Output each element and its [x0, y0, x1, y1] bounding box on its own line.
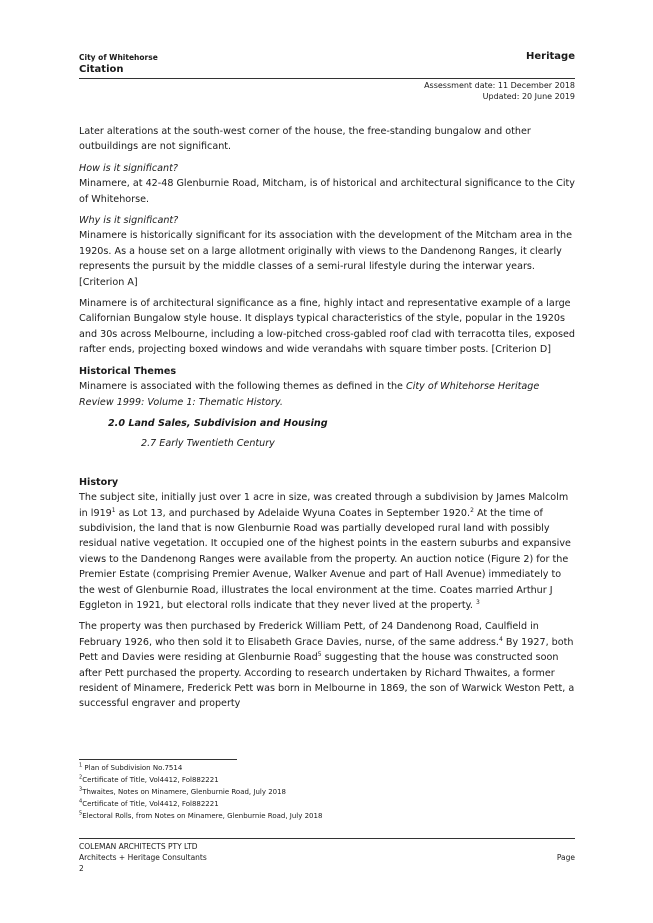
- footnote-ref[interactable]: 2: [470, 506, 474, 514]
- footnote: [79, 811, 322, 823]
- footnote: [79, 787, 322, 799]
- themes-reference: City of Whitehorse Heritage Review 1999: Volume 1: Thematic History.: [79, 381, 540, 408]
- document-type: Citation: [79, 64, 124, 75]
- footnote-divider: [79, 759, 237, 760]
- themes-heading: Historical Themes: [79, 365, 177, 377]
- history-paragraph-1: [79, 490, 575, 613]
- footnote-ref[interactable]: 1: [111, 506, 116, 514]
- assessment-date: Assessment date: 11 December 2018: [424, 81, 575, 90]
- company-tagline: Architects + Heritage Consultants: [79, 853, 207, 862]
- org-name: City of Whitehorse: [79, 53, 158, 62]
- footnote-number: 2: [79, 774, 83, 781]
- intro-paragraph: Later alterations at the south-west corner of the house, the free-standing bungalow and other outbuildings are not significant.: [79, 126, 531, 153]
- footnote-text: Thwaites, Notes on Minamere, Glenburnie Road, July 2018: [82, 787, 287, 796]
- history-text: suggesting that the house was constructed soon after Pett purchased the property. According to research undertaken by Richard Thwaites, a former resident of Minamere, Frederick Pett was born in Melbourne in 1869, the son of Warwick Weston Pett, a successful engraver and property: [79, 652, 575, 710]
- how-significant-answer: Minamere, at 42-48 Glenburnie Road, Mitcham, is of historical and architectural significance to the City of Whitehorse.: [79, 178, 575, 205]
- footnote: [79, 763, 322, 775]
- why-significant-answer-historical: Minamere is historically significant for its association with the development of the Mitcham area in the 1920s. As a house set on a large allotment originally with views to the Dandenong Ranges, it clearly represents the pursuit by the middle classes of a semi-rural lifestyle during the interwar years. [Criterion A]: [79, 230, 572, 288]
- history-text: The subject site, initially just over 1 acre in size, was created through a subdivision by James Malcolm in l919: [79, 492, 569, 519]
- why-significant-answer-architectural: Minamere is of architectural significance as a fine, highly intact and representative example of a large Californian Bungalow style house. It displays typical characteristics of the style, popular in the 1920s and 30s across Melbourne, including a low-pitched cross-gabled roof clad with terracotta tiles, exposed rafter ends, projecting boxed windows and wide verandahs with square timber posts. [Criterion D]: [79, 298, 576, 356]
- footnote-ref[interactable]: 3: [476, 598, 480, 606]
- history-text: as Lot 13, and purchased by Adelaide Wyuna Coates in September 1920.: [115, 507, 471, 519]
- themes-intro: Minamere is associated with the following themes as defined in the: [79, 381, 407, 393]
- section-title: Heritage: [526, 51, 575, 62]
- header-divider: [79, 78, 575, 79]
- history-text: By 1927, both Pett and Davies were residing at Glenburnie Road: [79, 636, 574, 664]
- footnotes-list: [79, 763, 322, 823]
- history-heading: History: [79, 476, 119, 488]
- footnote-text: Certificate of Title, Vol4412, Fol882221: [82, 799, 219, 808]
- footnote-ref[interactable]: 4: [498, 635, 503, 643]
- assessment-dates: [424, 80, 575, 102]
- page-footer: [79, 841, 575, 874]
- footnote-text: Plan of Subdivision No.7514: [82, 764, 183, 772]
- footnote-text: Certificate of Title, Vol4412, Fol882221: [82, 775, 219, 784]
- footnote: [79, 799, 322, 811]
- footer-divider: [79, 838, 575, 839]
- theme-main: 2.0 Land Sales, Subdivision and Housing: [108, 417, 328, 429]
- footnote-text: Electoral Rolls, from Notes on Minamere, Glenburnie Road, July 2018: [82, 811, 323, 820]
- history-paragraph-2: [79, 619, 575, 711]
- history-text: The property was then purchased by Frederick William Pett, of 24 Dandenong Road, Caulfield in February 1926, who then sold it to Elisabeth Grace Davies, nurse, of the same address.: [79, 621, 539, 648]
- footnote-number: 3: [79, 786, 83, 793]
- company-name: COLEMAN ARCHITECTS PTY LTD: [79, 842, 198, 851]
- footnote-number: 4: [79, 798, 83, 805]
- page-number: 2: [79, 864, 84, 873]
- history-text: At the time of subdivision, the land that is now Glenburnie Road was partially developed rural land with possibly residual native vegetation. It occupied one of the highest points in the eastern suburbs and expansive views to the Dandenong Ranges were available from the property. An auction notice (Figure 2) for the Premier Estate (comprising Premier Avenue, Walker Avenue and part of Hall Avenue) immediately to the west of Glenburnie Road, illustrates the local environment at the time. Coates married Arthur J Eggleton in 1921, but electoral rolls indicate that they never lived at the property.: [79, 507, 571, 611]
- document-body: [79, 124, 575, 718]
- themes-text: [79, 379, 575, 410]
- footnote-number: 1: [79, 762, 83, 769]
- why-significant-question: Why is it significant?: [79, 215, 179, 227]
- footnote-ref[interactable]: 5: [317, 651, 322, 658]
- footnote: [79, 775, 322, 787]
- how-significant-question: How is it significant?: [79, 162, 178, 174]
- page-label: Page: [556, 853, 575, 862]
- theme-sub: 2.7 Early Twentieth Century: [141, 438, 275, 450]
- footnote-number: 5: [79, 810, 83, 817]
- updated-date: Updated: 20 June 2019: [482, 92, 575, 101]
